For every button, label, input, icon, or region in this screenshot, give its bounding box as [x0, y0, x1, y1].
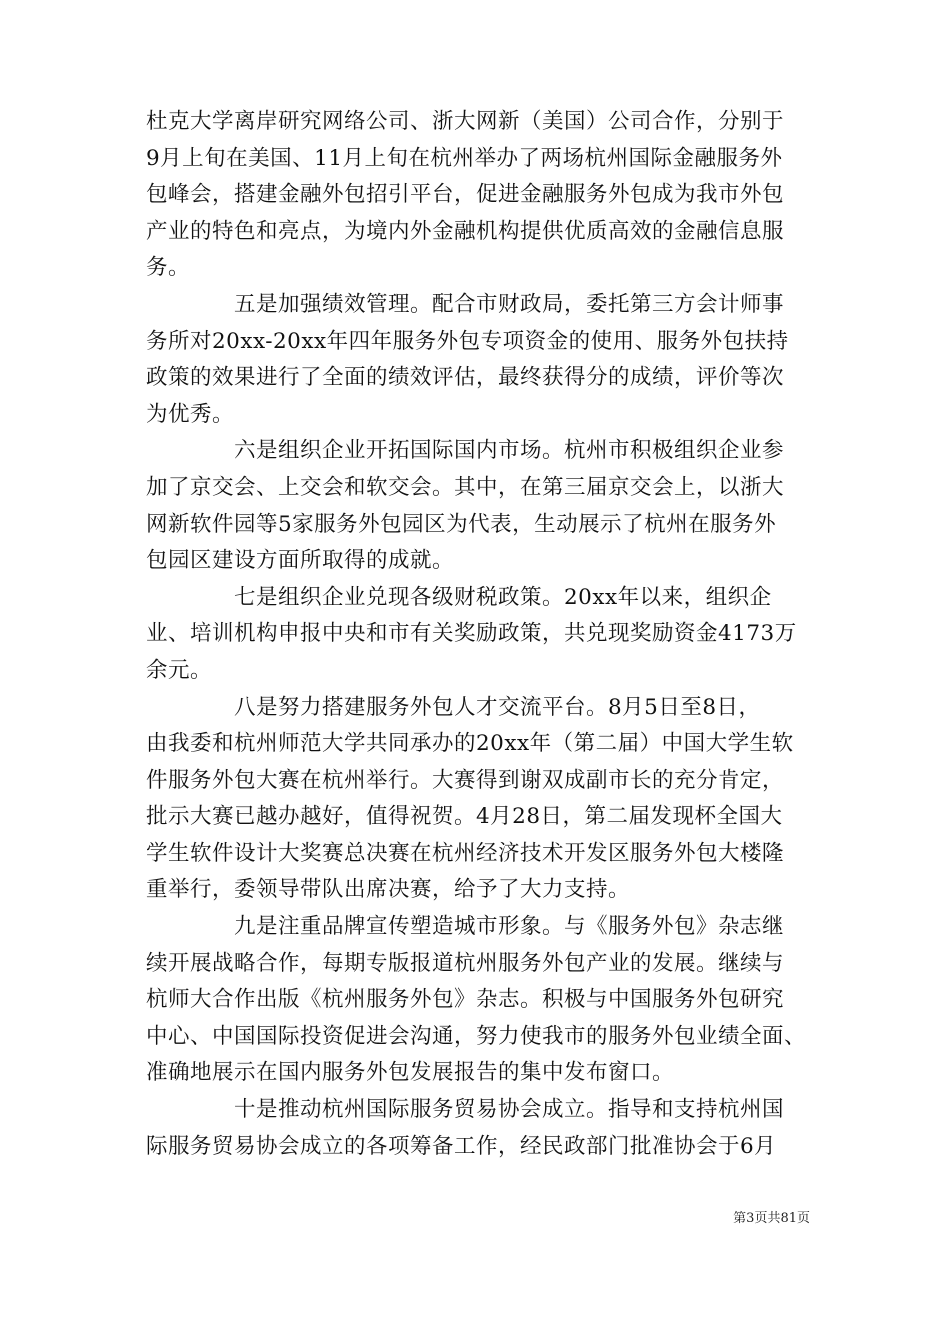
paragraph-5: 八是努力搭建服务外包人才交流平台。8月5日至8日， 由我委和杭州师范大学共同承办的20xx年（第二届）中国大学生软 件服务外包大赛在杭州举行。大赛得到谢双成副市长的充分肯定， 批示大赛已越办越好，值得祝贺。4月28日，第二届发现杯全国大 学生软件设计大奖赛总决赛在杭州经济技术开发区服务外包大楼隆 重举行，委领导带队出席决赛，给予了大力支持。 [146, 694, 794, 903]
paragraph-4: 七是组织企业兑现各级财税政策。20xx年以来，组织企 业、培训机构申报中央和市有关奖励政策，共兑现奖励资金4173万 余元。 [146, 584, 797, 683]
document-body [146, 104, 806, 1165]
page-number-footer: 第3页共81页 [733, 1211, 810, 1226]
paragraph-3: 六是组织企业开拓国际国内市场。杭州市积极组织企业参 加了京交会、上交会和软交会。其中，在第三届京交会上，以浙大 网新软件园等5家服务外包园区为代表，生动展示了杭州在服务外 包园区建设方面所取得的成就。 [146, 438, 785, 574]
paragraph-2: 五是加强绩效管理。配合市财政局，委托第三方会计师事 务所对20xx-20xx年四年服务外包专项资金的使用、服务外包扶持 政策的效果进行了全面的绩效评估，最终获得分的成绩，评价等次 为优秀。 [146, 291, 789, 427]
paragraph-6: 九是注重品牌宣传塑造城市形象。与《服务外包》杂志继 续开展战略合作，每期专版报道杭州服务外包产业的发展。继续与 杭师大合作出版《杭州服务外包》杂志。积极与中国服务外包研究 中心、中国国际投资促进会沟通，努力使我市的服务外包业绩全面、 准确地展示在国内服务外包发展报告的集中发布窗口。 [146, 914, 807, 1086]
paragraph-1: 杜克大学离岸研究网络公司、浙大网新（美国）公司合作，分别于 9月上旬在美国、11月上旬在杭州举办了两场杭州国际金融服务外 包峰会，搭建金融外包招引平台，促进金融服务外包成为我市外包 产业的特色和亮点，为境内外金融机构提供优质高效的金融信息服 务。 [146, 109, 785, 281]
paragraph-7: 十是推动杭州国际服务贸易协会成立。指导和支持杭州国 际服务贸易协会成立的各项筹备工作，经民政部门批准协会于6月 [146, 1097, 785, 1159]
